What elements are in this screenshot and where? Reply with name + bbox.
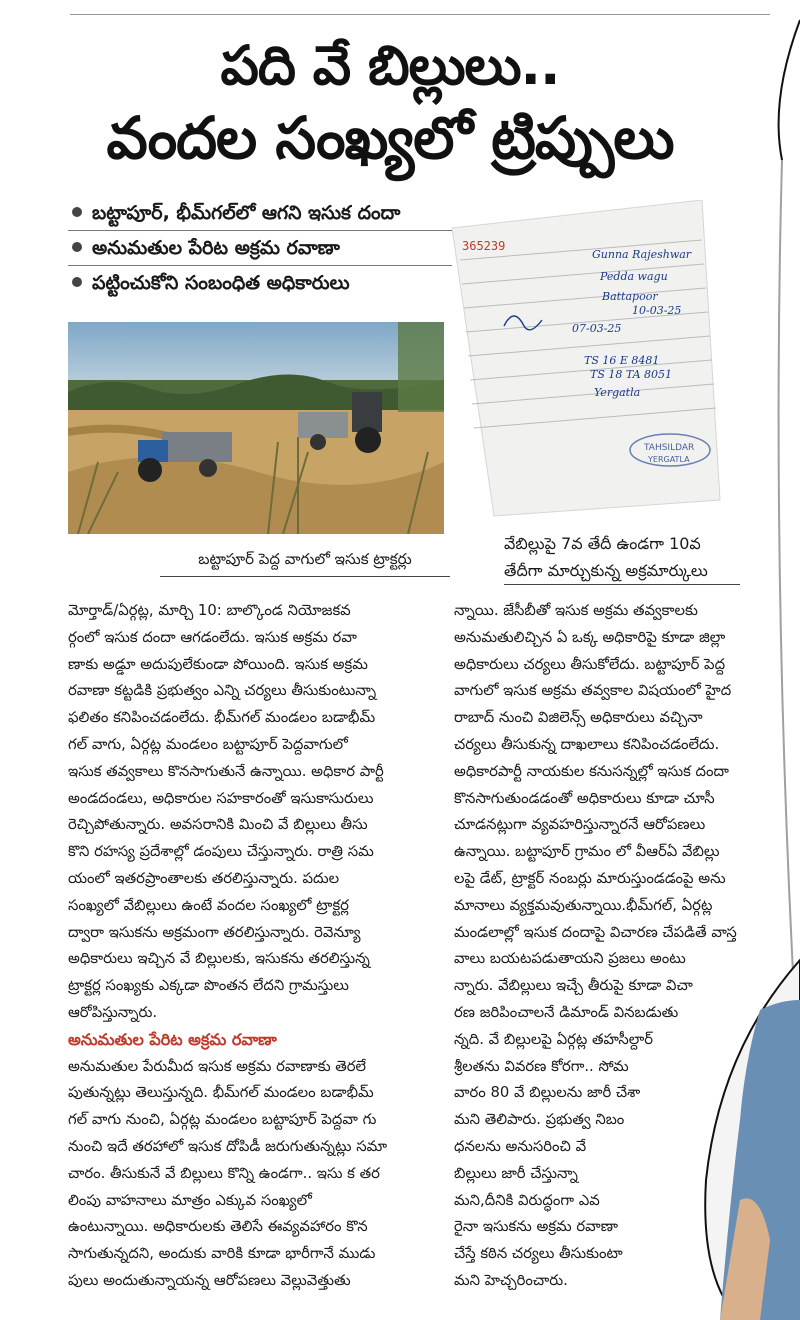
article-line: ఫలితం కనిపించడంలేదు. భీమ్‌గల్ మండలం బడాభీమ్ xyxy=(68,709,376,727)
article-line: చేస్తే కఠిన చర్యలు తీసుకుంటా xyxy=(454,1245,623,1263)
article-line: కొని రహస్య ప్రదేశాల్లో డంపులు చేస్తున్నారు. రాత్రి సమ xyxy=(68,843,374,861)
article-line: న్నారు. వేబిల్లులు ఇచ్చే తీరుపై కూడా విచా xyxy=(454,977,693,995)
article-line: మానాలు వ్యక్తమవుతున్నాయి.భీమ్‌గల్, ఏర్గట్ల xyxy=(454,896,713,914)
receipt-date: 10-03-25 xyxy=(632,304,682,317)
article-line: రైనా ఇసుకను అక్రమ రవాణా xyxy=(454,1218,618,1236)
bullet-item: అనుమతుల పేరిట అక్రమ రవాణా xyxy=(68,231,468,266)
receipt-destination: Yergatla xyxy=(594,386,641,399)
article-line: గల్ వాగు, ఏర్గట్ల మండలం బట్టాపూర్ పెద్దవాగులో xyxy=(68,735,348,753)
article-line: రాబాద్ నుంచి విజిలెన్స్ అధికారులు వచ్చినా xyxy=(454,709,703,727)
column-2-paragraph xyxy=(454,598,780,1295)
article-line: అధికారులు చర్యలు తీసుకోలేదు. బట్టాపూర్ పెద్ద xyxy=(454,655,726,673)
article-line: మండలాల్లో ఇసుక దందాపై విచారణ చేపడితే వాస్త xyxy=(454,923,737,941)
article-line: అనుమతులిచ్చిన ఏ ఒక్క అధికారిపై కూడా జిల్లా xyxy=(454,628,726,646)
article-line: ద్వారా ఇసుకను అక్రమంగా తరలిస్తున్నారు. రెవెన్యూ xyxy=(68,923,361,941)
article-line: పుతున్నట్లు తెలుస్తున్నది. భీమ్‌గల్ మండలం బడాభీమ్ xyxy=(68,1084,374,1102)
article-line: చారం. తీసుకునే వే బిల్లులు కొన్ని ఉండగా.. ఇసు క తర xyxy=(68,1164,380,1182)
subheading-bullets xyxy=(68,196,468,300)
column-1-paragraph xyxy=(68,598,440,1027)
article-line: ధనలను అనుసరించి వే xyxy=(454,1137,587,1155)
receipt-place: Battapoor xyxy=(602,290,658,303)
bullet-dot-icon xyxy=(72,207,82,217)
receipt-vehicle-1: TS 16 E 8481 xyxy=(584,354,660,367)
article-line: అండదండలు, అధికారుల సహకారంతో ఇసుకాసురులు xyxy=(68,789,374,807)
article-line: యంలో ఇతరప్రాంతాలకు తరలిస్తున్నారు. పదుల xyxy=(68,869,340,887)
tractor-photo xyxy=(68,322,444,534)
article-line: నుంచి ఇదే తరహాలో ఇసుక దోపిడీ జరుగుతున్నట్లు సమా xyxy=(68,1137,387,1155)
article-line: వారం 80 వే బిల్లులను జారీ చేశా xyxy=(454,1084,641,1102)
article-line: అధికారులు ఇచ్చిన వే బిల్లులకు, ఇసుకను తరలిస్తున్న xyxy=(68,950,370,968)
article-line: మని హెచ్చరించారు. xyxy=(454,1271,568,1289)
receipt-vehicle-2: TS 18 TA 8051 xyxy=(590,368,673,381)
section-subheading: అనుమతుల పేరిట అక్రమ రవాణా xyxy=(68,1029,277,1049)
article-line: గల్ వాగు నుంచి, ఏర్గట్ల మండలం బట్టాపూర్ పెద్దవా గు xyxy=(68,1111,377,1129)
article-line: రెచ్చిపోతున్నారు. అవసరానికి మించి వే బిల్లులు తీసు xyxy=(68,816,368,834)
article-line: శ్రీలతను వివరణ కోరగా.. సోమ xyxy=(454,1057,629,1075)
bullet-dot-icon xyxy=(72,242,82,252)
bullet-dot-icon xyxy=(72,277,82,287)
article-line: అధికారపార్టీ నాయకుల కనుసన్నల్లో ఇసుక దందా xyxy=(454,762,729,780)
waybill-receipt-photo xyxy=(452,200,742,520)
article-line: బిల్లులు జారీ చేస్తున్నా xyxy=(454,1164,578,1182)
article-line: అనుమతుల పేరుమీద ఇసుక అక్రమ రవాణాకు తెరలే xyxy=(68,1057,367,1075)
article-line: చర్యలు తీసుకున్న దాఖలాలు కనిపించడంలేదు. xyxy=(454,735,720,753)
column-1-paragraph-2 xyxy=(68,1054,440,1295)
article-line: ఉన్నాయి. బట్టాపూర్ గ్రామం లో వీఆర్‌ఏ వేబిల్లు xyxy=(454,843,720,861)
receipt-number: 365239 xyxy=(462,239,506,253)
headline-line-2: వందల సంఖ్యలో ట్రిప్పులు xyxy=(106,104,674,172)
article-line: ఇసుక తవ్వకాలు కొనసాగుతునే ఉన్నాయి. అధికార పార్టీ xyxy=(68,762,384,780)
article-line: వాగులో ఇసుక అక్రమ తవ్వకాల విషయంలో హైద xyxy=(454,682,732,700)
article-line: చూడనట్లుగా వ్యవహరిస్తున్నారనే ఆరోపణలు xyxy=(454,816,706,834)
bullet-item: పట్టించుకోని సంబంధిత అధికారులు xyxy=(68,266,468,300)
article-line: లింపు వాహనాలు మాత్రం ఎక్కువ సంఖ్యలో xyxy=(68,1191,312,1209)
article-line: పులు అందుతున్నాయన్న ఆరోపణలు వెల్లువెత్తుతు xyxy=(68,1271,351,1289)
article-line: న్నది. వే బిల్లులపై ఏర్గట్ల తహసీల్దార్ xyxy=(454,1030,654,1048)
svg-text:YERGATLA: YERGATLA xyxy=(648,455,690,464)
article-line: లపై డేట్, ట్రాక్టర్ నంబర్లు మారుస్తుండడంపై అను xyxy=(454,869,726,887)
article-line: కొనసాగుతుండడంతో అధికారులు కూడా చూసీ xyxy=(454,789,715,807)
article-line: సాగుతున్నదని, అందుకు వారికి కూడా భారీగానే ముడు xyxy=(68,1245,376,1263)
article-line: రవాణా కట్టడికి ప్రభుత్వం ఎన్ని చర్యలు తీసుకుంటున్నా xyxy=(68,682,377,700)
receipt-date-original: 07-03-25 xyxy=(572,322,622,335)
article-line: ర్గంలో ఇసుక దందా ఆగడంలేదు. ఇసుక అక్రమ రవా xyxy=(68,628,357,646)
article-line: సంఖ్యలో వేబిల్లులు ఉంటే వందల సంఖ్యలో ట్రాక్టర్ల xyxy=(68,896,349,914)
article-line: న్నాయి. జేసీబీతో ఇసుక అక్రమ తవ్వకాలకు xyxy=(454,602,698,619)
photo-caption: బట్టాపూర్ పెద్ద వాగులో ఇసుక ట్రాక్టర్లు xyxy=(160,550,450,577)
article-line: రణ జరిపించాలనే డిమాండ్ వినబడుతు xyxy=(454,1003,679,1021)
receipt-village: Pedda wagu xyxy=(600,270,668,283)
bullet-item: బట్టాపూర్, భీమ్‌గల్‌లో ఆగని ఇసుక దందా xyxy=(68,196,468,231)
article-line: ట్రాక్టర్ల సంఖ్యకు ఎక్కడా పొంతన లేదని గ్రామస్తులు xyxy=(68,977,349,995)
article-line: ఆరోపిస్తున్నారు. xyxy=(68,1003,158,1021)
article-column-1 xyxy=(68,598,440,1295)
receipt-name: Gunna Rajeshwar xyxy=(592,248,692,261)
receipt-caption: వేబిల్లుపై 7వ తేదీ ఉండగా 10వ తేదీగా మార్చుకున్న అక్రమార్కులు xyxy=(504,530,740,585)
article-line: మోర్తాడ్/ఏర్గట్ల, మార్చి 10: బాల్కొండ నియోజకవ xyxy=(68,602,351,619)
svg-text:TAHSILDAR: TAHSILDAR xyxy=(644,443,695,453)
article-column-2 xyxy=(454,598,780,1295)
headline-line-1: పది వే బిల్లులు.. xyxy=(220,34,560,97)
article-line: మని,దీనికి విరుద్ధంగా ఎవ xyxy=(454,1191,600,1209)
article-line: వాలు బయటపడుతాయని ప్రజలు అంటు xyxy=(454,950,686,968)
article-line: ణాకు అడ్డూ అదుపులేకుండా పోయింది. ఇసుక అక్రమ xyxy=(68,655,368,673)
top-rule xyxy=(70,0,770,15)
article-line: మని తెలిపారు. ప్రభుత్వ నిబం xyxy=(454,1111,625,1129)
article-line: ఉంటున్నాయి. అధికారులకు తెలిసే ఈవ్యవహారం కొన xyxy=(68,1218,368,1236)
